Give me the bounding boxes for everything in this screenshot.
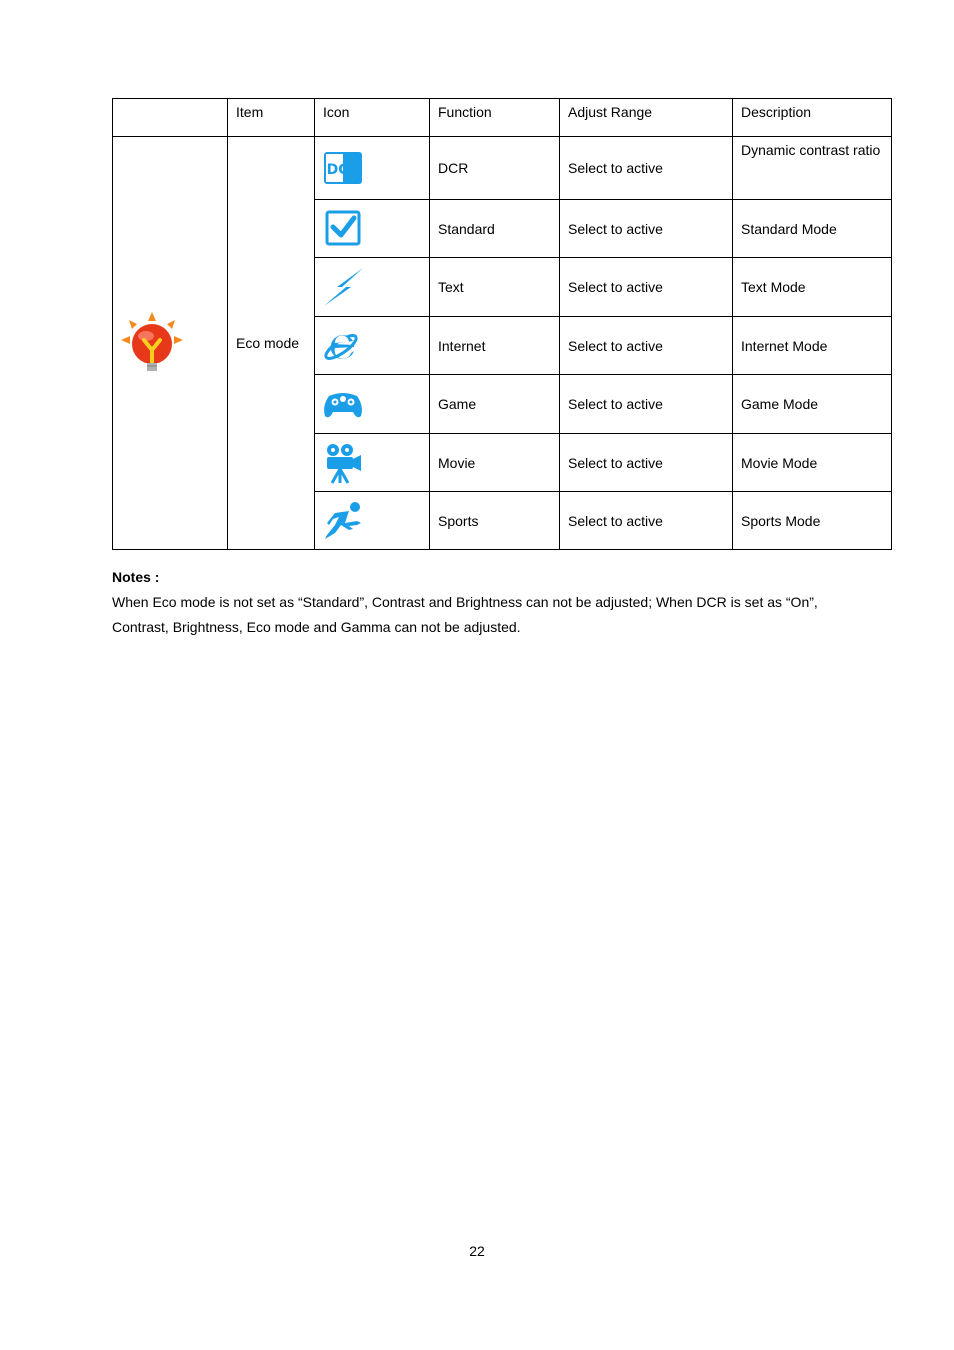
header-icon: Icon [315, 99, 430, 137]
icon-cell [315, 258, 430, 317]
description-cell: Game Mode [733, 375, 892, 434]
icon-cell [315, 200, 430, 258]
description-cell: Movie Mode [733, 434, 892, 492]
icon-cell [315, 375, 430, 434]
checkbox-icon [321, 207, 365, 251]
table-header-row [113, 99, 892, 137]
function-cell: Sports [430, 492, 560, 550]
icon-cell [315, 317, 430, 375]
eco-mode-icon [119, 310, 185, 376]
dcr-icon-label: DCR [326, 162, 360, 178]
eco-icon-cell [113, 137, 228, 550]
function-cell: Standard [430, 200, 560, 258]
description-cell: Dynamic contrast ratio [733, 137, 892, 200]
notes-line-1: When Eco mode is not set as “Standard”, Contrast and Brightness can not be adjusted; When DCR is set as “On”, [112, 594, 818, 610]
function-cell: Text [430, 258, 560, 317]
icon-cell [315, 492, 430, 550]
function-cell: Game [430, 375, 560, 434]
range-cell: Select to active [560, 258, 733, 317]
range-cell: Select to active [560, 317, 733, 375]
movie-camera-icon [321, 441, 365, 485]
item-eco-mode: Eco mode [228, 137, 315, 550]
notes-line-2: Contrast, Brightness, Eco mode and Gamma can not be adjusted. [112, 619, 521, 635]
header-function: Function [430, 99, 560, 137]
icon-cell [315, 434, 430, 492]
lightning-icon [321, 265, 365, 309]
page-number: 22 [469, 1243, 485, 1259]
icon-cell [315, 137, 430, 200]
table-row [113, 137, 892, 200]
header-adjust-range: Adjust Range [560, 99, 733, 137]
description-cell: Standard Mode [733, 200, 892, 258]
function-cell: DCR [430, 137, 560, 200]
description-cell: Internet Mode [733, 317, 892, 375]
description-cell: Sports Mode [733, 492, 892, 550]
internet-explorer-icon [321, 324, 365, 368]
range-cell: Select to active [560, 434, 733, 492]
header-description: Description [733, 99, 892, 137]
function-cell: Internet [430, 317, 560, 375]
notes-section [112, 565, 892, 640]
dcr-icon [321, 146, 365, 190]
gamepad-icon [321, 382, 365, 426]
header-item: Item [228, 99, 315, 137]
range-cell: Select to active [560, 200, 733, 258]
function-cell: Movie [430, 434, 560, 492]
range-cell: Select to active [560, 492, 733, 550]
notes-title: Notes : [112, 569, 160, 585]
runner-icon [321, 499, 365, 543]
header-blank [113, 99, 228, 137]
range-cell: Select to active [560, 375, 733, 434]
description-cell: Text Mode [733, 258, 892, 317]
eco-mode-table [112, 98, 892, 550]
range-cell: Select to active [560, 137, 733, 200]
